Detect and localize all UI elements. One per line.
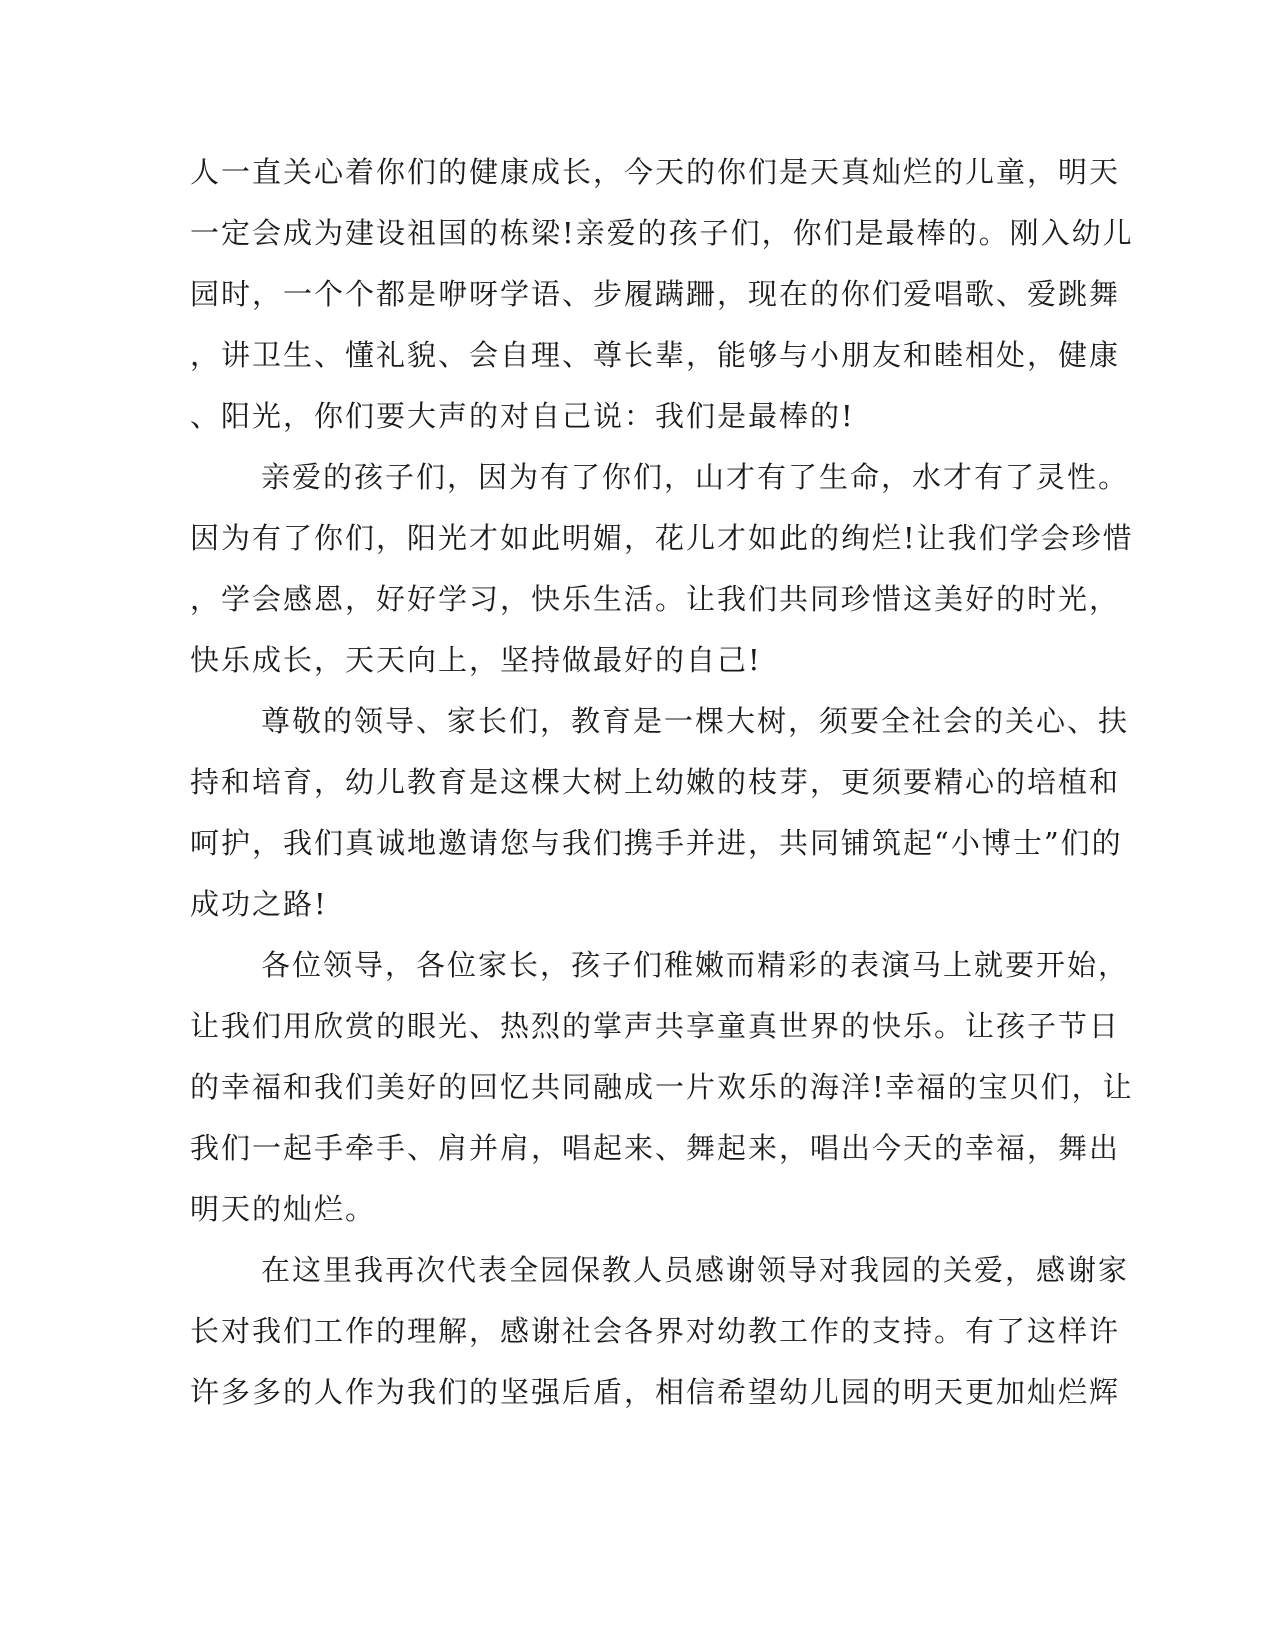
- paragraph-3-line-2: 持和培育，幼儿教育是这棵大树上幼嫩的枝芽，更须要精心的培植和: [190, 765, 1121, 799]
- paragraph-1-line-5: 、阳光，你们要大声的对自己说：我们是最棒的!: [190, 399, 855, 433]
- paragraph-3-line-4: 成功之路!: [190, 887, 328, 921]
- paragraph-2-line-2: 因为有了你们，阳光才如此明媚，花儿才如此的绚烂!让我们学会珍惜: [190, 521, 1134, 555]
- paragraph-4-line-3: 的幸福和我们美好的回忆共同融成一片欢乐的海洋!幸福的宝贝们，让: [190, 1070, 1134, 1104]
- paragraph-3-line-1: 尊敬的领导、家长们，教育是一棵大树，须要全社会的关心、扶: [261, 704, 1130, 738]
- paragraph-5-line-1: 在这里我再次代表全园保教人员感谢领导对我园的关爱，感谢家: [261, 1253, 1130, 1287]
- paragraph-5-line-2: 长对我们工作的理解，感谢社会各界对幼教工作的支持。有了这样许: [190, 1314, 1121, 1348]
- document-body: [190, 142, 1134, 1423]
- paragraph-1-line-4: ，讲卫生、懂礼貌、会自理、尊长辈，能够与小朋友和睦相处，健康: [190, 338, 1121, 372]
- paragraph-4-line-4: 我们一起手牵手、肩并肩，唱起来、舞起来，唱出今天的幸福，舞出: [190, 1131, 1121, 1165]
- paragraph-1-line-2: 一定会成为建设祖国的栋梁!亲爱的孩子们，你们是最棒的。刚入幼儿: [190, 216, 1134, 250]
- paragraph-2-line-1: 亲爱的孩子们，因为有了你们，山才有了生命，水才有了灵性。: [261, 460, 1130, 494]
- paragraph-4-line-2: 让我们用欣赏的眼光、热烈的掌声共享童真世界的快乐。让孩子节日: [190, 1009, 1121, 1043]
- paragraph-4-line-1: 各位领导，各位家长，孩子们稚嫩而精彩的表演马上就要开始，: [261, 948, 1130, 982]
- paragraph-2-line-4: 快乐成长，天天向上，坚持做最好的自己!: [190, 643, 762, 677]
- paragraph-3-line-3: 呵护，我们真诚地邀请您与我们携手并进，共同铺筑起“小博士”们的: [190, 826, 1123, 860]
- paragraph-5-line-3: 许多多的人作为我们的坚强后盾，相信希望幼儿园的明天更加灿烂辉: [190, 1375, 1121, 1409]
- paragraph-1-line-3: 园时，一个个都是咿呀学语、步履蹒跚，现在的你们爱唱歌、爱跳舞: [190, 277, 1121, 311]
- paragraph-4-line-5: 明天的灿烂。: [190, 1192, 377, 1226]
- paragraph-2-line-3: ，学会感恩，好好学习，快乐生活。让我们共同珍惜这美好的时光，: [190, 582, 1121, 616]
- paragraph-1-line-1: 人一直关心着你们的健康成长，今天的你们是天真灿烂的儿童，明天: [190, 155, 1121, 189]
